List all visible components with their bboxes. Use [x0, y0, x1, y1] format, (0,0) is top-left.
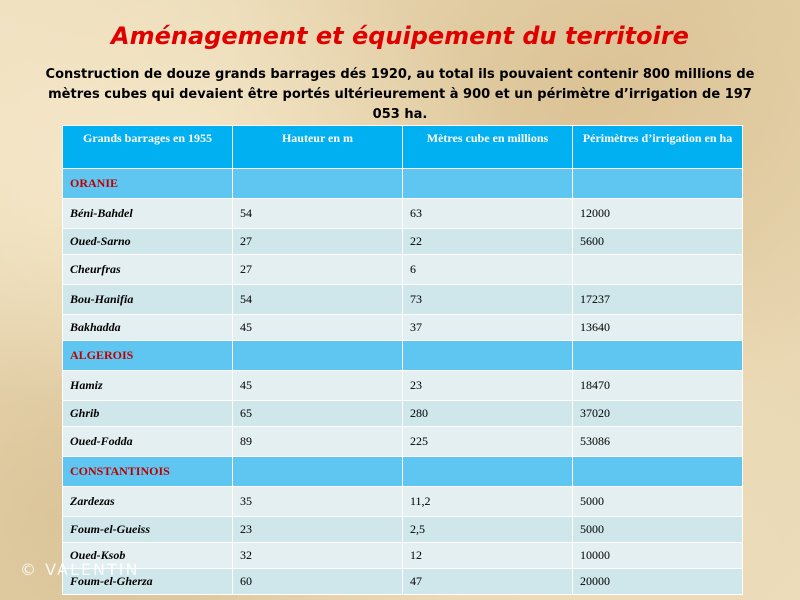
dam-volume: 11,2 — [403, 487, 573, 517]
dam-height: 45 — [233, 371, 403, 401]
table-row — [63, 569, 743, 595]
dam-name: Foum-el-Gherza — [63, 569, 233, 595]
dam-height: 35 — [233, 487, 403, 517]
dam-name: Béni-Bahdel — [63, 199, 233, 229]
dam-volume: 280 — [403, 401, 573, 427]
copyright-watermark: © VALENTIN — [20, 560, 140, 579]
section-row-oranie — [63, 169, 743, 199]
section-label: ALGEROIS — [63, 341, 233, 371]
header-dam-name: Grands barrages en 1955 — [63, 126, 233, 169]
dam-name: Zardezas — [63, 487, 233, 517]
dam-volume: 37 — [403, 315, 573, 341]
dam-irrigation: 10000 — [573, 543, 743, 569]
dam-volume: 23 — [403, 371, 573, 401]
dam-height: 65 — [233, 401, 403, 427]
table-row — [63, 371, 743, 401]
dam-volume: 22 — [403, 229, 573, 255]
header-volume: Mètres cube en millions — [403, 126, 573, 169]
dam-irrigation: 5000 — [573, 487, 743, 517]
table-row — [63, 229, 743, 255]
dam-height: 54 — [233, 199, 403, 229]
dam-volume: 6 — [403, 255, 573, 285]
dam-irrigation: 17237 — [573, 285, 743, 315]
dam-irrigation: 53086 — [573, 427, 743, 457]
section-label: CONSTANTINOIS — [63, 457, 233, 487]
section-label: ORANIE — [63, 169, 233, 199]
section-row-constantinois — [63, 457, 743, 487]
table-row — [63, 401, 743, 427]
dam-volume: 12 — [403, 543, 573, 569]
slide-title: Aménagement et équipement du territoire — [111, 22, 689, 50]
table-row — [63, 427, 743, 457]
header-height: Hauteur en m — [233, 126, 403, 169]
dam-volume: 225 — [403, 427, 573, 457]
slide-subtitle: Construction de douze grands barrages dés 1920, au total ils pouvaient contenir 800 millions de mètres cubes qui devaient être portés ultérieurement à 900 et un périmètre d’irrigation de 197 053 ha. — [45, 67, 755, 122]
dam-irrigation: 20000 — [573, 569, 743, 595]
table-row — [63, 285, 743, 315]
dam-height: 23 — [233, 517, 403, 543]
dam-height: 32 — [233, 543, 403, 569]
dam-height: 45 — [233, 315, 403, 341]
table-row — [63, 255, 743, 285]
table-header-row — [63, 126, 743, 169]
dam-name: Bou-Hanifia — [63, 285, 233, 315]
dam-irrigation: 13640 — [573, 315, 743, 341]
dam-irrigation — [573, 255, 743, 285]
dam-volume: 73 — [403, 285, 573, 315]
dam-name: Oued-Ksob — [63, 543, 233, 569]
dam-irrigation: 37020 — [573, 401, 743, 427]
dam-name: Bakhadda — [63, 315, 233, 341]
dam-irrigation: 5000 — [573, 517, 743, 543]
dams-table — [62, 125, 743, 595]
header-irrigation: Périmètres d’irrigation en ha — [573, 126, 743, 169]
dam-height: 27 — [233, 255, 403, 285]
dam-height: 27 — [233, 229, 403, 255]
dam-name: Oued-Sarno — [63, 229, 233, 255]
dam-name: Foum-el-Gueiss — [63, 517, 233, 543]
table-row — [63, 199, 743, 229]
dam-height: 54 — [233, 285, 403, 315]
dam-irrigation: 12000 — [573, 199, 743, 229]
dam-height: 60 — [233, 569, 403, 595]
table-row — [63, 315, 743, 341]
dam-irrigation: 18470 — [573, 371, 743, 401]
dam-irrigation: 5600 — [573, 229, 743, 255]
dam-name: Hamiz — [63, 371, 233, 401]
dam-name: Cheurfras — [63, 255, 233, 285]
dam-name: Ghrib — [63, 401, 233, 427]
table-row — [63, 487, 743, 517]
dam-height: 89 — [233, 427, 403, 457]
table-row — [63, 543, 743, 569]
table-row — [63, 517, 743, 543]
dam-volume: 2,5 — [403, 517, 573, 543]
dam-name: Oued-Fodda — [63, 427, 233, 457]
dam-volume: 63 — [403, 199, 573, 229]
section-row-algerois — [63, 341, 743, 371]
dam-volume: 47 — [403, 569, 573, 595]
